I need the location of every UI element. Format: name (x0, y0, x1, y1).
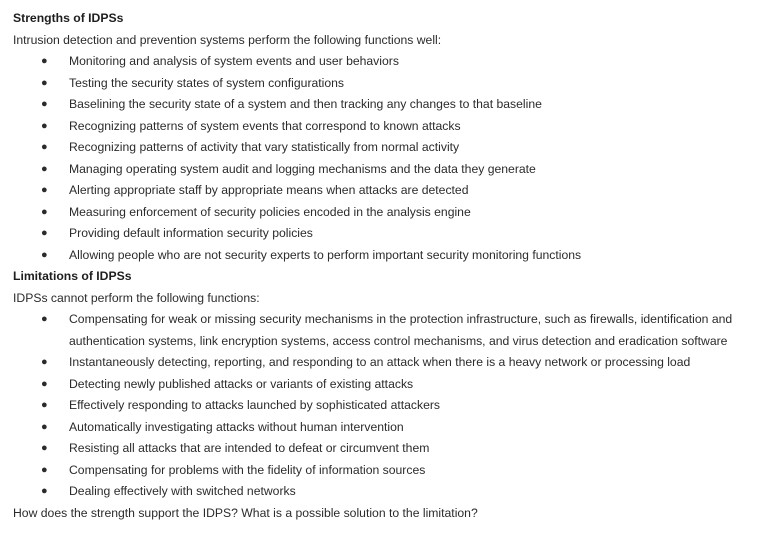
list-item-text: Resisting all attacks that are intended to defeat or circumvent them (69, 441, 430, 455)
list-item (13, 374, 753, 396)
strengths-heading: Strengths of IDPSs (13, 11, 124, 25)
list-item (13, 73, 753, 95)
bullet-icon: ● (41, 184, 48, 196)
bullet-icon: ● (41, 248, 48, 261)
list-item (13, 438, 753, 460)
list-item (13, 223, 753, 245)
bullet-icon: ● (41, 141, 48, 153)
list-item-text: Recognizing patterns of system events that correspond to known attacks (69, 118, 461, 133)
list-item (13, 137, 753, 159)
list-item-text: Monitoring and analysis of system events and user behaviors (69, 54, 399, 68)
bullet-icon: ● (41, 463, 48, 476)
list-item (13, 245, 753, 267)
bullet-icon: ● (41, 76, 48, 89)
bullet-icon: ● (41, 442, 48, 454)
list-item (13, 159, 753, 181)
bullet-icon: ● (41, 205, 48, 218)
list-item-text: Instantaneously detecting, reporting, and responding to an attack when there is a heavy network or processing load (69, 355, 691, 369)
list-item-text: Compensating for weak or missing security mechanisms in the protection infrastructure, such as firewalls, identification and authentication systems, link encryption systems, access control mechanisms, and virus detection and eradication software (69, 312, 733, 348)
list-item (13, 309, 753, 352)
list-item (13, 395, 753, 417)
bullet-icon: ● (41, 399, 48, 411)
bullet-icon: ● (41, 119, 48, 132)
list-item (13, 180, 753, 202)
list-item (13, 481, 753, 503)
list-item-text: Allowing people who are not security experts to perform important security monitoring functions (69, 247, 582, 262)
list-item-text: Effectively responding to attacks launched by sophisticated attackers (69, 398, 441, 412)
limitations-list (13, 309, 753, 503)
bullet-icon: ● (41, 162, 48, 175)
limitations-intro: IDPSs cannot perform the following functions: (13, 290, 260, 305)
bullet-icon: ● (41, 485, 48, 497)
bullet-icon: ● (41, 356, 48, 368)
list-item-text: Recognizing patterns of activity that vary statistically from normal activity (69, 140, 460, 154)
list-item (13, 94, 753, 116)
list-item-text: Measuring enforcement of security policies encoded in the analysis engine (69, 204, 471, 219)
list-item (13, 51, 753, 73)
list-item-text: Detecting newly published attacks or variants of existing attacks (69, 376, 414, 391)
list-item-text: Managing operating system audit and logging mechanisms and the data they generate (69, 161, 536, 176)
bullet-icon: ● (41, 313, 48, 325)
bullet-icon: ● (41, 377, 48, 390)
strengths-list (13, 51, 753, 266)
list-item (13, 352, 753, 374)
question-text: How does the strength support the IDPS? What is a possible solution to the limitation? (13, 505, 478, 520)
list-item-text: Providing default information security policies (69, 226, 313, 240)
list-item (13, 116, 753, 138)
bullet-icon: ● (41, 227, 48, 239)
list-item-text: Automatically investigating attacks without human intervention (69, 419, 404, 434)
list-item-text: Testing the security states of system configurations (69, 75, 345, 90)
list-item-text: Baselining the security state of a system and then tracking any changes to that baseline (69, 97, 542, 111)
bullet-icon: ● (41, 55, 48, 67)
bullet-icon: ● (41, 98, 48, 110)
limitations-heading: Limitations of IDPSs (13, 269, 132, 283)
strengths-intro: Intrusion detection and prevention systems perform the following functions well: (13, 32, 442, 47)
list-item-text: Dealing effectively with switched networks (69, 484, 296, 498)
list-item (13, 460, 753, 482)
bullet-icon: ● (41, 420, 48, 433)
list-item (13, 417, 753, 439)
list-item (13, 202, 753, 224)
list-item-text: Alerting appropriate staff by appropriate means when attacks are detected (69, 183, 469, 197)
list-item-text: Compensating for problems with the fidelity of information sources (69, 462, 426, 477)
